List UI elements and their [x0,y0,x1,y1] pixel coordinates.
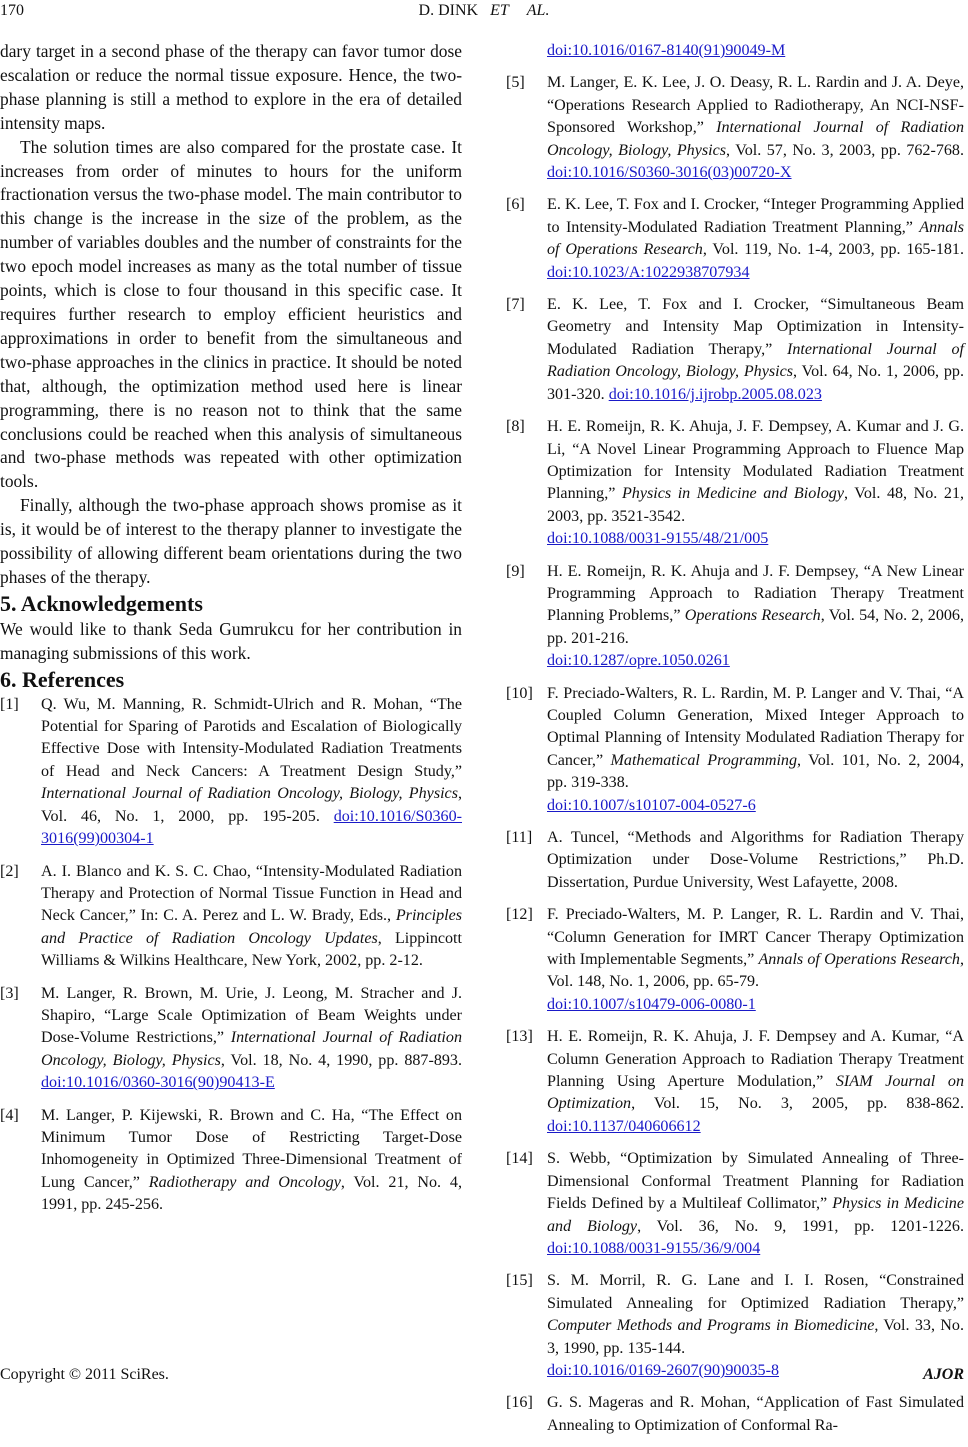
reference-item [506,416,964,550]
doi-link[interactable]: doi:10.1016/0360-3016(90)90413-E [41,1074,275,1092]
reference-authors-title: H. E. Romeijn, R. K. Ahuja and J. F. Dempsey, “A New Linear Programming Approach to Radiation Therapy Treatment Planning Problems,” [547,562,964,625]
reference-authors-title: S. Webb, “Optimization by Simulated Annealing of Three-Dimensional Conformal Treatment Planning for Radiation Fields Defined by a Multileaf Collimator,” [547,1150,964,1213]
reference-details: , Vol. 119, No. 1-4, 2003, pp. 165-181. [702,241,964,259]
acknowledgements-text: We would like to thank Seda Gumrukcu for her contribution in managing submissions of this work. [0,618,462,663]
reference-authors-title: M. Langer, R. Brown, M. Urie, J. Leong, M. Stracher and J. Shapiro, “Large Scale Optimization of Beam Weights under Dose-Volume Restrictions,” [41,984,462,1047]
doi-link[interactable]: doi:10.1088/0031-9155/48/21/005 [547,530,769,548]
reference-details: , Vol. 48, No. 21, 2003, pp. 3521-3542. [547,485,965,525]
reference-journal: International Journal of Radiation Oncology, Biology, Physics [41,1029,462,1069]
page-footer [0,1366,968,1386]
reference-journal: Annals of Operations Research [547,218,964,259]
doi-link[interactable]: doi:10.1023/A:1022938707934 [547,263,750,281]
acknowledgements-heading: 5. Acknowledgements [0,590,203,616]
reference-item [506,683,964,817]
reference-number: [3] [0,984,19,1002]
reference-item [506,194,964,284]
reference-number: [5] [506,74,525,92]
reference-details: , Vol. 64, No. 1, 2006, pp. 301-320. [547,363,964,403]
reference-journal: International Journal of Radiation Oncology, Biology, Physics [547,119,964,159]
reference-item [506,1392,964,1437]
reference-number: [13] [506,1028,533,1046]
reference-item [0,983,462,1095]
reference-item [506,1026,964,1138]
reference-item [506,904,964,1016]
reference-journal: Mathematical Programming [610,751,798,769]
reference-details: , Vol. 33, No. 3, 1990, pp. 135-144. [547,1317,964,1357]
reference-item [506,561,964,673]
reference-number: [16] [506,1394,533,1412]
reference-journal: International Journal of Radiation Oncology, Biology, Physics [41,785,458,803]
reference-number: [4] [0,1106,19,1124]
reference-number: [11] [506,829,533,846]
reference-number: [2] [0,862,19,880]
reference-details: , Vol. 57, No. 3, 2003, pp. 762-768. [726,141,964,159]
running-head [0,0,968,26]
running-title [0,2,968,20]
reference-journal: Computer Methods and Programs in Biomedicine [547,1317,875,1335]
reference-number: [8] [506,418,525,436]
reference-number: [10] [506,684,533,702]
reference-number: [14] [506,1150,533,1168]
reference-list-right [506,72,964,1437]
running-title-al: AL. [526,2,550,19]
reference-item [0,694,462,851]
reference-journal: Physics in Medicine and Biology [621,485,844,503]
reference-item [0,1105,462,1217]
doi-link[interactable]: doi:10.1007/s10107-004-0527-6 [547,796,756,814]
reference-number: [12] [506,906,533,924]
reference-details: , Vol. 101, No. 2, 2004, pp. 319-338. [547,751,965,792]
page-number: 170 [0,2,24,19]
body-paragraph-1: dary target in a second phase of the therapy can favor tumor dose escalation or reduce the normal tissue exposure. Hence, the two-phase planning is still a method to explore in the era of detailed intensity maps. [0,41,462,133]
reference-details: , Lippincott Williams & Wilkins Healthcare, New York, 2002, pp. 2-12. [41,929,462,970]
doi-link[interactable]: doi:10.1016/S0360-3016(03)00720-X [547,164,792,182]
reference-journal: Principles and Practice of Radiation Oncology Updates [41,907,462,947]
doi-link[interactable]: doi:10.1016/S0360-3016(99)00304-1 [41,807,462,848]
reference-journal: SIAM Journal on Optimization [547,1073,964,1113]
reference-authors-title: E. K. Lee, T. Fox and I. Crocker, “Integer Programming Applied to Intensity-Modulated Radiation Treatment Planning,” [547,196,964,236]
reference-number: [9] [506,562,525,580]
reference-item [506,1148,964,1260]
reference-details: , Vol. 46, No. 1, 2000, pp. 195-205. [41,785,462,825]
body-paragraph-2: The solution times are also compared for the prostate case. It increases from order of minutes to hours for the uniform fractionation versus the two-phase model. The main contributor to this change is the increase in the size of the problem, as the number of variables doubles and the number of constraints for the two epoch model increases as many as the total number of tissue points, which is close to four thousand in this specific case. It requires further research to employ efficient heuristics and approximations in order to benefit from the simultaneous and two-phase approaches in the clinics in practice. It should be noted that, although, the optimization method used here is linear programming, there is no reason not to think that the same conclusions could be reached when this analysis of simultaneous and two-phase methods was repeated with other optimization tools. [0,136,462,492]
reference-authors-title: F. Preciado-Walters, R. L. Rardin, M. P. Langer and V. Thai, “A Coupled Column Generation, Mixed Integer Approach to Optimal Planning of Intensity Modulated Radiation Therapy for Cancer,” [547,684,964,769]
reference-journal: Operations Research [684,607,821,625]
reference-authors-title: E. K. Lee, T. Fox and I. Crocker, “Simultaneous Beam Geometry and Intensity Map Optimization in Intensity-Modulated Radiation Therapy,” [547,296,964,358]
reference-number: [1] [0,695,19,713]
doi-link[interactable]: doi:10.1287/opre.1050.0261 [547,652,730,670]
reference-journal: Radiotherapy and Oncology [148,1173,341,1191]
reference-item [0,861,462,973]
body-paragraph-3: Finally, although the two-phase approach shows promise as it is, it would be of interest to the therapy planner to investigate the possibility of allowing different beam orientations during the two phases of the therapy. [0,495,462,587]
reference-details: , Vol. 148, No. 1, 2006, pp. 65-79. [547,951,964,991]
doi-link[interactable]: doi:10.1016/j.ijrobp.2005.08.023 [608,385,822,403]
reference-item [506,294,964,406]
reference-list-left [0,694,462,1217]
reference-journal: International Journal of Radiation Oncology, Biology, Physics [547,340,965,381]
reference-number: [6] [506,196,525,214]
doi-link[interactable]: doi:10.1088/0031-9155/36/9/004 [547,1239,761,1257]
reference-authors-title: Q. Wu, M. Manning, R. Schmidt-Ulrich and R. Mohan, “The Potential for Sparing of Parotids and Escalation of Biologically Effective Dose with Intensity-Modulated Radiation Treatments of Head and Neck Cancers: A Treatment Design Study,” [41,695,462,780]
reference-authors-title: M. Langer, E. K. Lee, J. O. Deasy, R. L. Rardin and J. A. Deye, “Operations Research Applied to Radiotherapy, An NCI-NSF-Sponsored Workshop,” [547,74,964,137]
copyright-notice: Copyright © 2011 SciRes. [0,1366,169,1383]
doi-link[interactable]: doi:10.1016/0167-8140(91)90049-M [547,42,786,59]
journal-abbrev: AJOR [923,1366,964,1383]
reference-details: , Vol. 54, No. 2, 2006, pp. 201-216. [547,607,964,647]
running-title-author: D. DINK [418,2,479,19]
doi-link[interactable]: doi:10.1137/040606612 [547,1117,701,1135]
references-heading: 6. References [0,666,125,692]
reference-journal: Physics in Medicine and Biology [547,1195,964,1235]
reference-authors-title: M. Langer, P. Kijewski, R. Brown and C. Ha, “The Effect on Minimum Tumor Dose of Restricting Target-Dose Inhomogeneity in Optimized Three-Dimensional Treatment of Lung Cancer,” [41,1106,462,1191]
reference-details: , Vol. 21, No. 4, 1991, pp. 245-256. [41,1173,462,1214]
reference-authors-title: S. M. Morril, R. G. Lane and I. I. Rosen, “Constrained Simulated Annealing for Optimized Radiation Therapy,” [547,1272,964,1312]
running-title-et: ET [490,2,509,19]
reference-details: , Vol. 18, No. 4, 1990, pp. 887-893. [220,1051,462,1069]
reference-authors-title: H. E. Romeijn, R. K. Ahuja, J. F. Dempsey, A. Kumar and J. G. Li, “A Novel Linear Programming Approach to Fluence Map Optimization for Intensity Modulated Radiation Treatment Planning,” [547,418,964,503]
reference-item [506,72,964,184]
doi-link[interactable]: doi:10.1016/0169-2607(90)90035-8 [547,1361,779,1379]
reference-authors-title: G. S. Mageras and R. Mohan, “Application of Fast Simulated Annealing to Optimization of Conformal Ra- [547,1394,964,1434]
reference-authors-title: H. E. Romeijn, R. K. Ahuja, J. F. Dempsey and A. Kumar, “A Column Generation Approach to Radiation Therapy Treatment Planning Using Aperture Modulation,” [547,1028,964,1091]
reference-number: [15] [506,1272,533,1290]
reference-number: [7] [506,296,525,314]
reference-authors-title: A. Tuncel, “Methods and Algorithms for Radiation Therapy Optimization under Dose-Volume Restrictions,” Ph.D. Dissertation, Purdue University, West Lafayette, 2008. [547,829,964,891]
reference-journal: Annals of Operations Research [758,951,960,969]
reference-details: , Vol. 36, No. 9, 1991, pp. 1201-1226. [637,1217,964,1235]
left-column [0,40,462,1227]
reference-details: , Vol. 15, No. 3, 2005, pp. 838-862. [631,1095,964,1113]
reference-authors-title: A. I. Blanco and K. S. C. Chao, “Intensity-Modulated Radiation Therapy and Protection of Normal Tissue Function in Head and Neck Cancer,” In: C. A. Perez and L. W. Brady, Eds., [41,862,462,925]
doi-link[interactable]: doi:10.1007/s10479-006-0080-1 [547,995,756,1013]
reference-4-doi-continuation [506,40,964,62]
reference-item [506,827,964,894]
reference-authors-title: F. Preciado-Walters, M. P. Langer, R. L. Rardin and V. Thai, “Column Generation for IMRT Cancer Therapy Optimization with Implementable Segments,” [547,906,964,969]
right-column [506,40,964,1447]
